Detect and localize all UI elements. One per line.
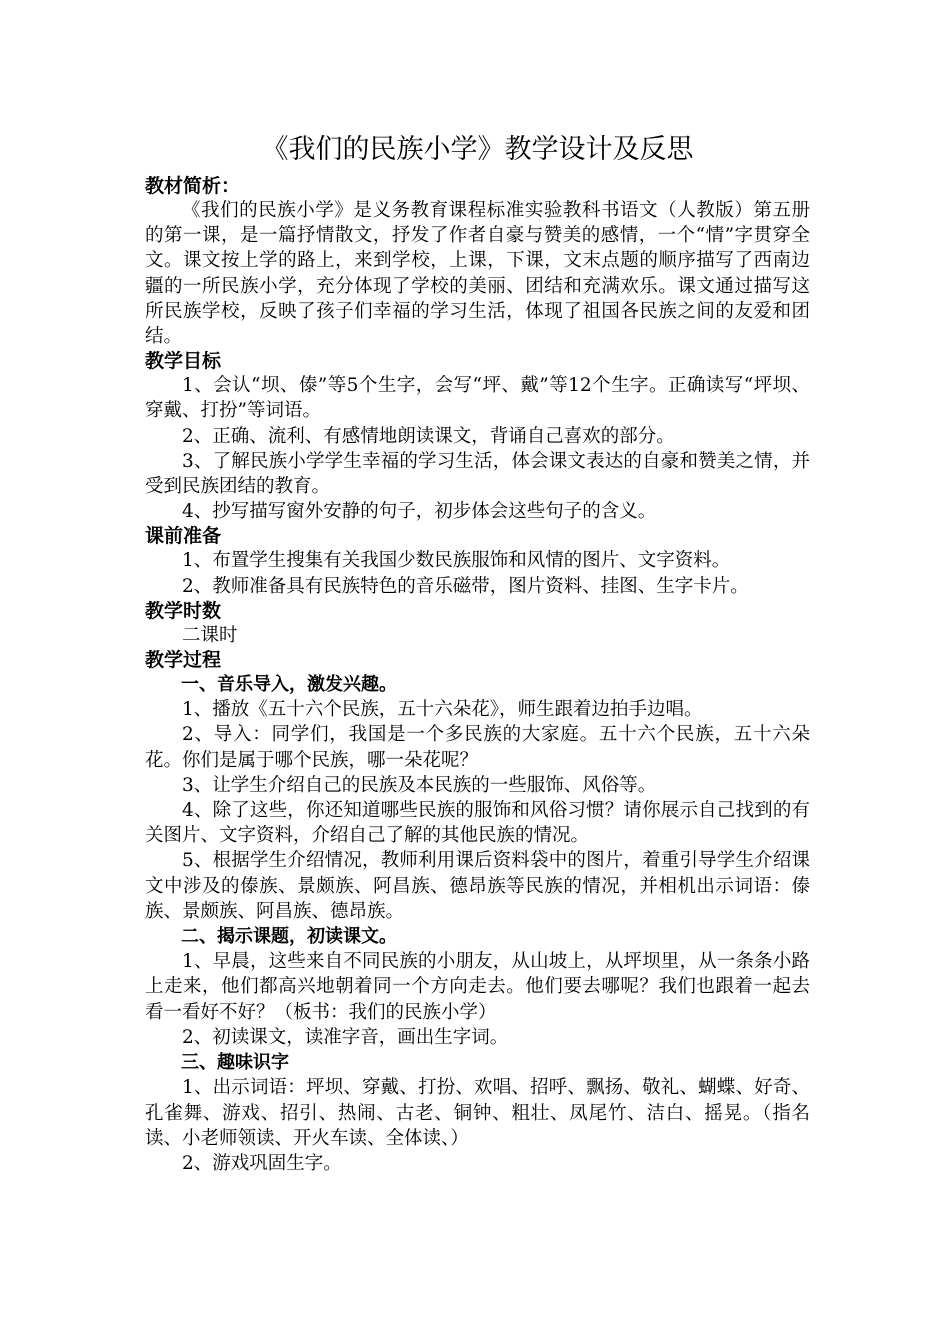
part1-item-2: 2、导入：同学们，我国是一个多民族的大家庭。五十六个民族，五十六朵花。你们是属于哪个民族，哪一朵花呢？ — [145, 724, 810, 771]
goal-item-2: 2、正确、流利、有感情地朗读课文，背诵自己喜欢的部分。 — [182, 425, 675, 447]
part1-item-5: 5、根据学生介绍情况，教师利用课后资料袋中的图片，着重引导学生介绍课文中涉及的傣族、景颇族、阿昌族、德昂族等民族的情况，并相机出示词语：傣族、景颇族、阿昌族、德昂族。 — [145, 850, 810, 922]
part3-item-1: 1、出示词语：坪坝、穿戴、打扮、欢唱、招呼、飘扬、敬礼、蝴蝶、好奇、孔雀舞、游戏、招引、热闹、古老、铜钟、粗壮、凤尾竹、洁白、摇晃。（指名读、小老师领读、开火车读、全体读、） — [145, 1077, 810, 1149]
part1-item-1: 1、播放《五十六个民族，五十六朵花》，师生跟着边拍手边唱。 — [182, 699, 703, 721]
prep-item-1: 1、布置学生搜集有关我国少数民族服饰和风情的图片、文字资料。 — [182, 550, 731, 572]
part2-item-2: 2、初读课文，读准字音，画出生字词。 — [182, 1026, 509, 1048]
heading-goals: 教学目标 — [145, 350, 222, 373]
document-title: 《我们的民族小学》教学设计及反思 — [261, 134, 694, 165]
heading-prep: 课前准备 — [145, 525, 222, 548]
heading-hours: 教学时数 — [145, 599, 222, 622]
heading-process: 教学过程 — [145, 649, 222, 672]
part1-item-3: 3、让学生介绍自己的民族及本民族的一些服饰、风俗等。 — [182, 774, 657, 796]
document-page — [145, 130, 810, 1176]
prep-item-2: 2、教师准备具有民族特色的音乐磁带，图片资料、挂图、生字卡片。 — [182, 575, 749, 597]
process-part3-title: 三、趣味识字 — [181, 1052, 289, 1074]
goal-item-3: 3、了解民族小学学生幸福的学习生活，体会课文表达的自豪和赞美之情，并受到民族团结的教育。 — [145, 450, 810, 498]
heading-analysis: 教材简析： — [145, 175, 241, 197]
hours-text: 二课时 — [182, 624, 238, 646]
part1-item-4: 4、除了这些，你还知道哪些民族的服饰和风俗习惯？请你展示自己找到的有关图片、文字资料，介绍自己了解的其他民族的情况。 — [145, 800, 810, 847]
goal-item-4: 4、抄写描写窗外安静的句子，初步体会这些句子的含义。 — [182, 501, 657, 523]
analysis-paragraph: 《我们的民族小学》是义务教育课程标准实验教科书语文（人教版）第五册的第一课，是一篇抒情散文，抒发了作者自豪与赞美的感情，一个“情”字贯穿全文。课文按上学的路上，来到学校，上课，下课，文末点题的顺序描写了西南边疆的一所民族小学，充分体现了学校的美丽、团结和充满欢乐。课文通过描写这所民族学校，反映了孩子们幸福的学习生活，体现了祖国各民族之间的友爱和团结。 — [145, 200, 810, 348]
process-part2-title: 二、揭示课题，初读课文。 — [181, 926, 397, 948]
part2-item-1: 1、早晨，这些来自不同民族的小朋友，从山坡上，从坪坝里，从一条条小路上走来，他们都高兴地朝着同一个方向走去。他们要去哪呢？我们也跟着一起去看一看好不好？（板书：我们的民族小学） — [145, 951, 810, 1023]
goal-item-1: 1、会认“坝、傣”等5个生字，会写“坪、戴”等12个生字。正确读写“坪坝、穿戴、打扮”等词语。 — [145, 375, 810, 422]
process-part1-title: 一、音乐导入，激发兴趣。 — [181, 674, 397, 696]
part3-item-2: 2、游戏巩固生字。 — [182, 1152, 342, 1174]
